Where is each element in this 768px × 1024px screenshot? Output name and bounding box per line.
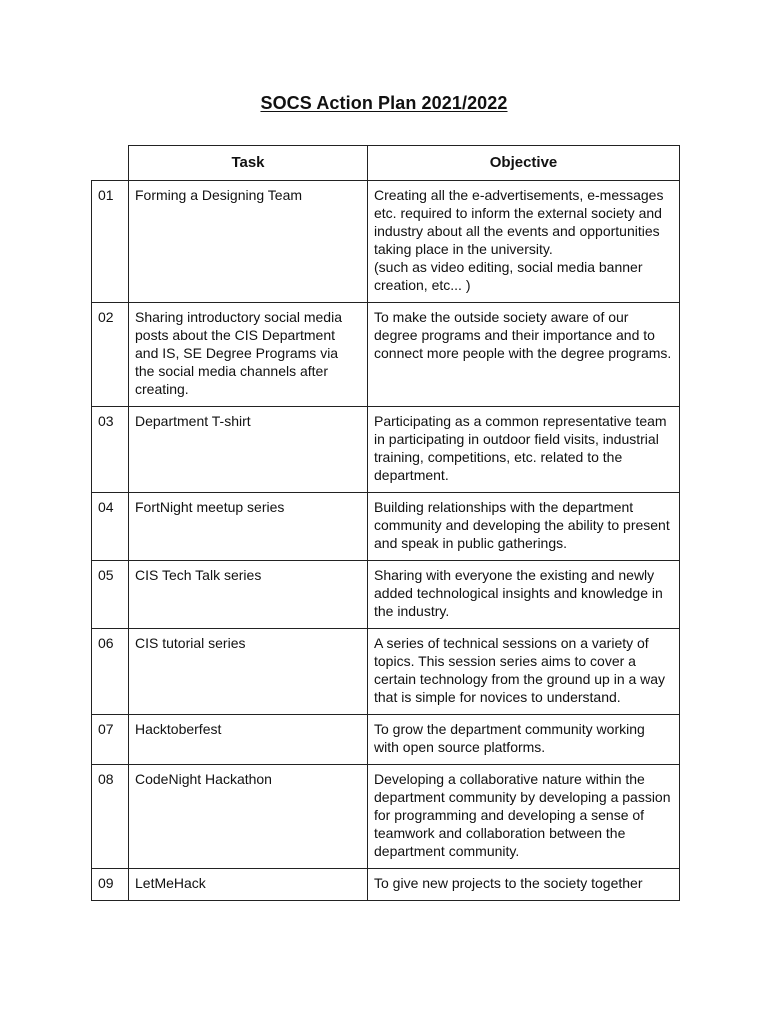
row-task: Forming a Designing Team bbox=[129, 181, 368, 303]
table-row bbox=[92, 181, 680, 303]
row-objective: To make the outside society aware of our degree programs and their importance and to connect more people with the degree programs. bbox=[368, 303, 680, 407]
row-task: CIS tutorial series bbox=[129, 629, 368, 715]
row-number: 09 bbox=[92, 869, 129, 901]
row-number: 01 bbox=[92, 181, 129, 303]
row-task: Hacktoberfest bbox=[129, 715, 368, 765]
row-number: 08 bbox=[92, 765, 129, 869]
table-row bbox=[92, 715, 680, 765]
header-number bbox=[92, 146, 129, 181]
row-task: Sharing introductory social media posts about the CIS Department and IS, SE Degree Programs via the social media channels after creating. bbox=[129, 303, 368, 407]
table-row bbox=[92, 629, 680, 715]
table-row bbox=[92, 869, 680, 901]
action-plan-table bbox=[91, 145, 680, 901]
row-task: LetMeHack bbox=[129, 869, 368, 901]
row-task: FortNight meetup series bbox=[129, 493, 368, 561]
row-objective: A series of technical sessions on a variety of topics. This session series aims to cover a certain technology from the ground up in a way that is simple for novices to understand. bbox=[368, 629, 680, 715]
table-row bbox=[92, 765, 680, 869]
table-row bbox=[92, 407, 680, 493]
row-objective-note: (such as video editing, social media banner creation, etc... ) bbox=[374, 259, 643, 293]
row-task: CIS Tech Talk series bbox=[129, 561, 368, 629]
header-objective: Objective bbox=[368, 146, 680, 181]
row-objective bbox=[368, 181, 680, 303]
table-row bbox=[92, 561, 680, 629]
row-objective: Developing a collaborative nature within the department community by developing a passion for programming and developing a sense of teamwork and collaboration between the department community. bbox=[368, 765, 680, 869]
table-header-row bbox=[92, 146, 680, 181]
table-row bbox=[92, 493, 680, 561]
table-row bbox=[92, 303, 680, 407]
row-objective: Building relationships with the department community and developing the ability to present and speak in public gatherings. bbox=[368, 493, 680, 561]
row-number: 05 bbox=[92, 561, 129, 629]
row-number: 02 bbox=[92, 303, 129, 407]
row-objective: To give new projects to the society together bbox=[368, 869, 680, 901]
row-number: 03 bbox=[92, 407, 129, 493]
row-number: 04 bbox=[92, 493, 129, 561]
row-objective: To grow the department community working with open source platforms. bbox=[368, 715, 680, 765]
row-number: 06 bbox=[92, 629, 129, 715]
row-task: Department T-shirt bbox=[129, 407, 368, 493]
page-title: SOCS Action Plan 2021/2022 bbox=[260, 93, 508, 113]
header-task: Task bbox=[129, 146, 368, 181]
row-number: 07 bbox=[92, 715, 129, 765]
row-task: CodeNight Hackathon bbox=[129, 765, 368, 869]
row-objective: Participating as a common representative team in participating in outdoor field visits, industrial training, competitions, etc. related to the department. bbox=[368, 407, 680, 493]
row-objective-text: Creating all the e-advertisements, e-messages etc. required to inform the external society and industry about all the events and opportunities taking place in the university. bbox=[374, 187, 664, 257]
row-objective: Sharing with everyone the existing and newly added technological insights and knowledge in the industry. bbox=[368, 561, 680, 629]
